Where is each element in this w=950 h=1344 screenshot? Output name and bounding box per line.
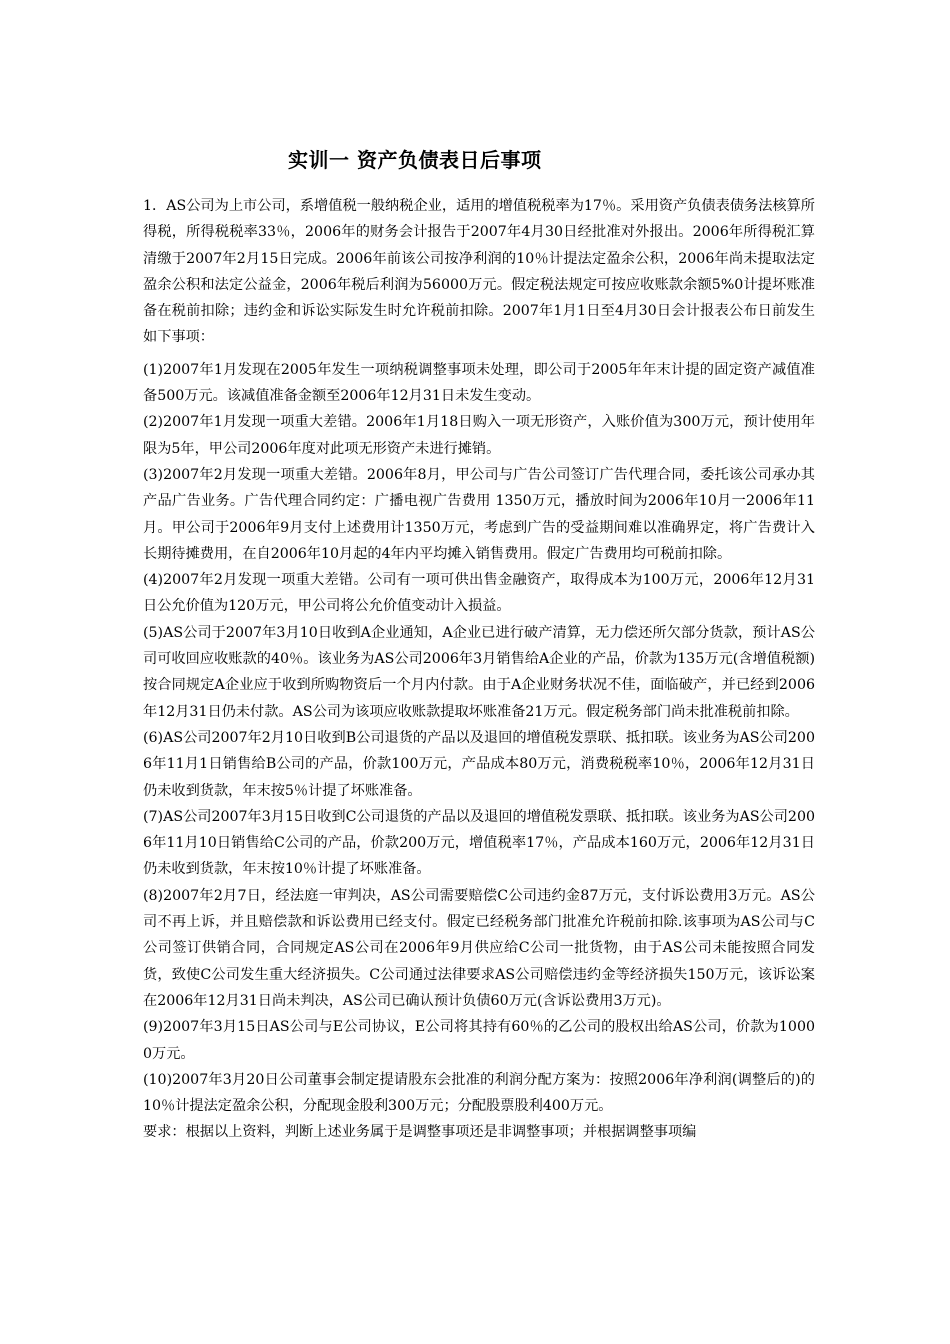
item-paragraph-6: (6)AS公司2007年2月10日收到B公司退货的产品以及退回的增值税发票联、抵扣联。该业务为AS公司2006年11月1日销售给B公司的产品，价款100万元，产品成本80万元，消费税税率10％，2006年12月31日仍未收到货款，年末按5％计提了坏账准备。 [143,729,815,799]
item-paragraph-1: (1)2007年1月发现在2005年发生一项纳税调整事项未处理，即公司于2005年年末计提的固定资产减值准备500万元。该减值准备金额至2006年12月31日未发生变动。 [143,361,815,405]
intro-paragraph: 1．AS公司为上市公司，系增值税一般纳税企业，适用的增值税税率为17％。采用资产负债表债务法核算所得税，所得税税率33％，2006年的财务会计报告于2007年4月30日经批准对外报出。2006年所得税汇算清缴于2007年2月15日完成。2006年前该公司按净利润的10％计提法定盈余公积，2006年尚未提取法定盈余公积和法定公益金，2006年税后利润为56000万元。假定税法规定可按应收账款余额5%0计提坏账准备在税前扣除；违约金和诉讼实际发生时允许税前扣除。2007年1月1日至4月30日会计报表公布日前发生如下事项： [143,198,815,346]
item-paragraph-4: (4)2007年2月发现一项重大差错。公司有一项可供出售金融资产，取得成本为100万元，2006年12月31日公允价值为120万元，甲公司将公允价值变动计入损益。 [143,572,815,615]
item-paragraph-5: (5)AS公司于2007年3月10日收到A企业通知，A企业已进行破产清算，无力偿还所欠部分货款，预计AS公司可收回应收账款的40％。该业务为AS公司2006年3月销售给A企业的产品，价款为135万元(含增值税额)按合同规定A企业应于收到所购物资后一个月内付款。由于A企业财务状况不佳，面临破产，并已经到2006年12月31日仍未付款。AS公司为该项应收账款提取坏账准备21万元。假定税务部门尚未批准税前扣除。 [143,624,815,720]
document-body [143,193,815,1146]
requirement-paragraph: 要求：根据以上资料，判断上述业务属于是调整事项还是非调整事项；并根据调整事项编 [143,1124,697,1141]
item-paragraph-7: (7)AS公司2007年3月15日收到C公司退货的产品以及退回的增值税发票联、抵扣联。该业务为AS公司2006年11月10日销售给C公司的产品，价款200万元，增值税率17％，产品成本160万元，2006年12月31日仍未收到货款，年末按10％计提了坏账准备。 [143,808,815,878]
item-paragraph-8: (8)2007年2月7日，经法庭一审判决，AS公司需要赔偿C公司违约金87万元，支付诉讼费用3万元。AS公司不再上诉，并且赔偿款和诉讼费用已经支付。假定已经税务部门批准允许税前扣除.该事项为AS公司与C公司签订供销合同，合同规定AS公司在2006年9月供应给C公司一批货物，由于AS公司未能按照合同发货，致使C公司发生重大经济损失。C公司通过法律要求AS公司赔偿违约金等经济损失150万元，该诉讼案在2006年12月31日尚未判决，AS公司已确认预计负债60万元(含诉讼费用3万元)。 [143,887,815,1009]
document-title: 实训一 资产负债表日后事项 [288,148,542,172]
item-paragraph-3: (3)2007年2月发现一项重大差错。2006年8月，甲公司与广告公司签订广告代理合同，委托该公司承办其产品广告业务。广告代理合同约定：广播电视广告费用 1350万元，播放时间为2006年10月一2006年11月。甲公司于2006年9月支付上述费用计1350万元，考虑到广告的受益期间难以准确界定，将广告费计入长期待摊费用，在自2006年10月起的4年内平均摊入销售费用。假定广告费用均可税前扣除。 [143,466,815,562]
item-paragraph-9: (9)2007年3月15日AS公司与E公司协议，E公司将其持有60％的乙公司的股权出给AS公司，价款为10000万元。 [143,1019,815,1062]
item-paragraph-10: (10)2007年3月20日公司董事会制定提请股东会批准的利润分配方案为：按照2006年净利润(调整后的)的10％计提法定盈余公积，分配现金股利300万元；分配股票股利400万元。 [143,1071,815,1115]
item-paragraph-2: (2)2007年1月发现一项重大差错。2006年1月18日购入一项无形资产，入账价值为300万元，预计使用年限为5年，甲公司2006年度对此项无形资产未进行摊销。 [143,414,815,457]
